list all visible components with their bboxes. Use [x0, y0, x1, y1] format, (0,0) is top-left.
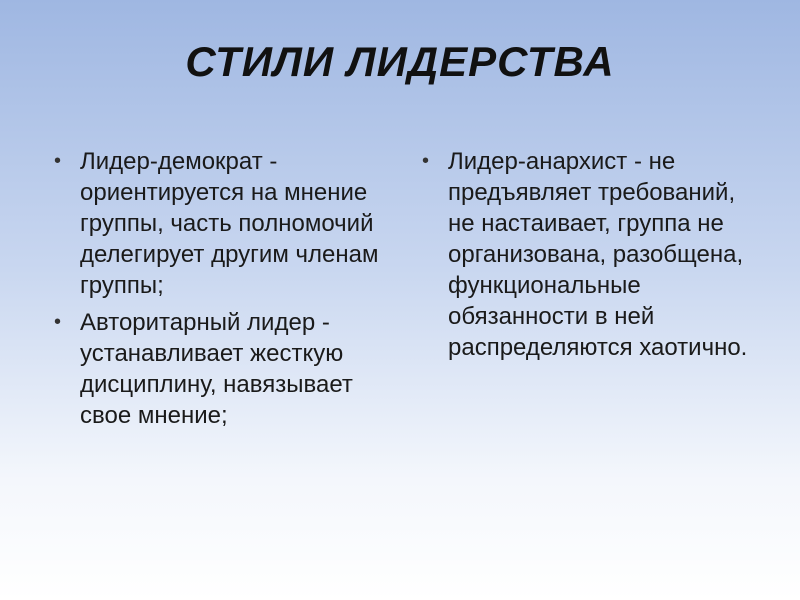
list-item-text: Лидер-анархист - не предъявляет требований, не настаивает, группа не организована, разобщена, функциональные обязанности в ней распределяются хаотично.: [448, 148, 748, 361]
slide-title: СТИЛИ ЛИДЕРСТВА: [185, 38, 615, 85]
list-item-text: Лидер-демократ - ориентируется на мнение группы, часть полномочий делегирует другим членам группы;: [80, 148, 379, 299]
right-column: [418, 146, 748, 369]
left-column: [50, 146, 390, 437]
left-bullet-list: [50, 146, 390, 431]
bullet-icon: •: [54, 150, 62, 172]
list-item-text: Авторитарный лидер - устанавливает жесткую дисциплину, навязывает свое мнение;: [80, 309, 353, 429]
list-item: [50, 146, 390, 301]
list-item: [418, 146, 748, 363]
right-bullet-list: [418, 146, 748, 363]
bullet-icon: •: [422, 150, 430, 172]
list-item: [50, 307, 390, 431]
bullet-icon: •: [54, 311, 62, 333]
